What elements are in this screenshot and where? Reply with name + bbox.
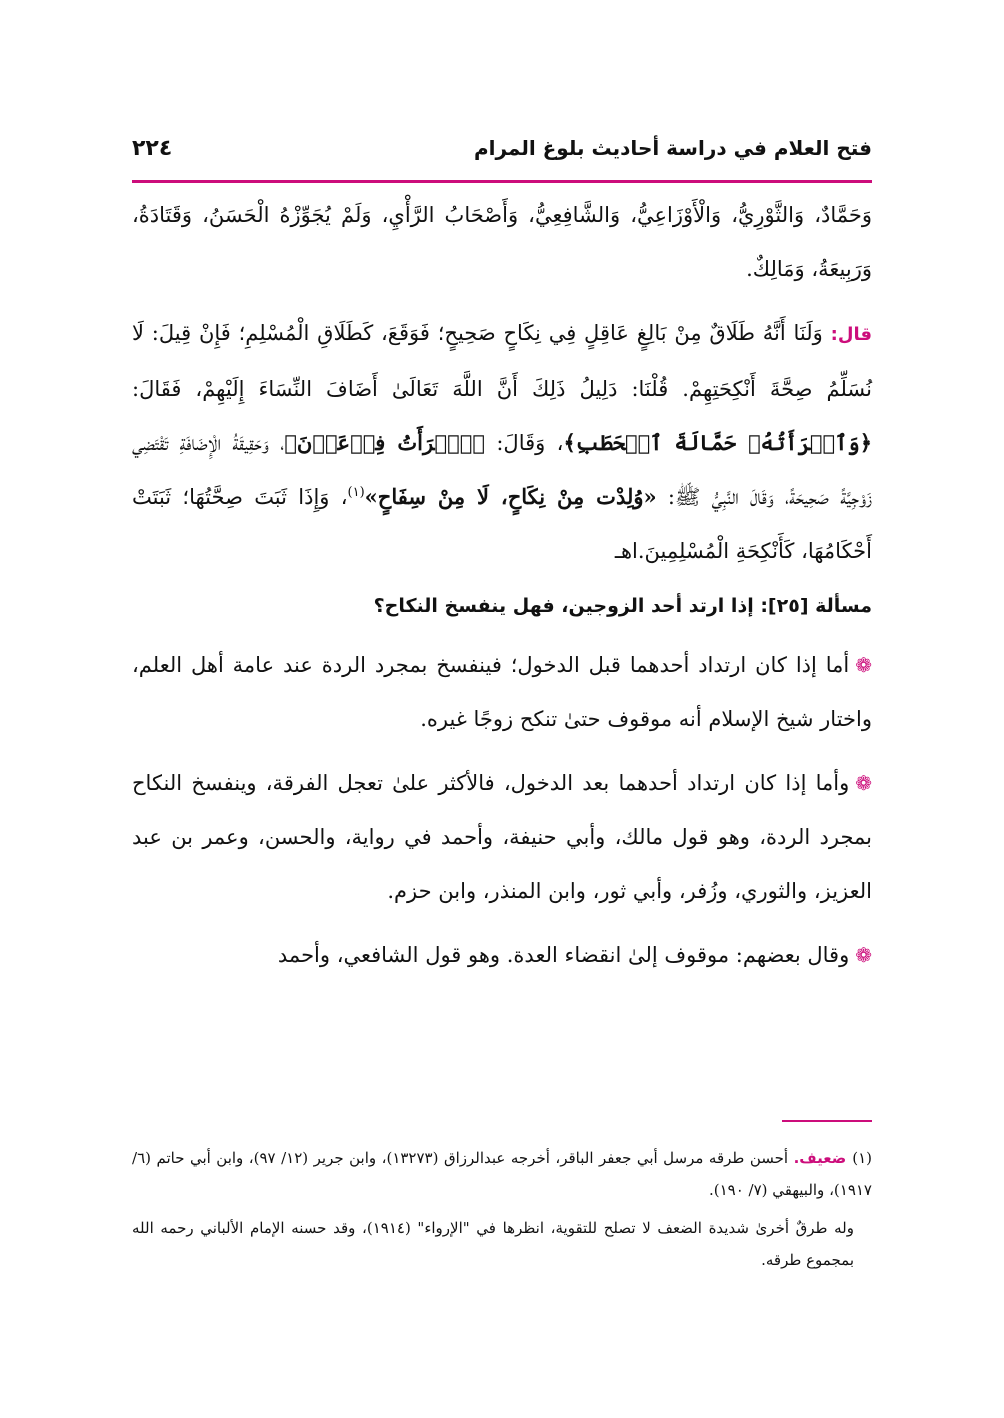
hadith-quote: «وُلِدْت مِنْ نِكَاحٍ، لَا مِنْ سِفَاحٍ» [364,484,657,509]
page [132,120,872,1350]
footnote-1-continued: وله طرقٌ أخرىٰ شديدة الضعف لا تصلح للتقوية، انظرها في "الإرواء" (١٩١٤)، وقد حسنه الإمام الألباني رحمه الله بمجموع طرقه. [132,1219,854,1269]
p2-text-2: ، وَقَالَ: [484,431,564,455]
footnote-number: (١) [852,1149,872,1167]
footnote-grade: ضعيف. [793,1149,847,1167]
quran-verse-1: ﴿وَٱمۡرَأَتُهُۥ حَمَّالَةَ ٱلۡحَطَبِ﴾ [563,430,873,455]
page-number: ٢٢٤ [132,135,173,161]
footnote-rule [782,1120,872,1122]
p2-text-1: وَلَنَا أَنَّهُ طَلَاقٌ مِنْ بَالِغٍ عَاقِلٍ فِي نِكَاحٍ صَحِيحٍ؛ فَوَقَعَ، كَطَلَاقِ الْمُسْلِمِ؛ فَإِنْ قِيلَ: لَا نُسَلِّمُ صِحَّةَ أَنْكِحَتِهِمْ. قُلْنَا: دَلِيلُ ذَلِكَ أَنَّ اللَّهَ تَعَالَىٰ أَضَافَ النِّسَاءَ إِلَيْهِمْ، فَقَالَ: [132,321,872,401]
flower-icon: ❁ [855,943,872,967]
flower-icon: ❁ [855,771,872,795]
bullet-1-text: أما إذا كان ارتداد أحدهما قبل الدخول؛ فينفسخ بمجرد الردة عند عامة أهل العلم، واختار شيخ الإسلام أنه موقوف حتىٰ تنكح زوجًا غيره. [132,653,872,731]
p2-text-4: ، وَإِذَا ثَبَتَ صِحَّتُهَا؛ ثَبَتَتْ أَحْكَامُهَا، كَأَنْكِحَةِ الْمُسْلِمِينَ.اهـ [132,485,872,563]
footnote-1 [132,1142,872,1206]
main-text [132,188,872,992]
issue-heading: مسألة [٢٥]: إذا ارتد أحد الزوجين، فهل ينفسخ النكاح؟ [373,595,872,617]
qal-label: قال: [830,324,872,345]
bullet-paragraph-2 [132,756,872,918]
paragraph-1: وَحَمَّادٌ، وَالثَّوْرِيُّ، وَالْأَوْزَاعِيُّ، وَالشَّافِعِيُّ، وَأَصْحَابُ الرَّأْيِ، وَلَمْ يُجَوِّزْهُ الْحَسَنُ، وَقَتَادَةُ، وَرَبِيعَةُ، وَمَالِكٌ. [132,203,872,281]
book-title: فتح العلام في دراسة أحاديث بلوغ المرام [473,136,872,160]
footnote-1-text: أحسن طرقه مرسل أبي جعفر الباقر، أخرجه عبدالرزاق (١٣٢٧٣)، وابن جرير (١٢/ ٩٧)، وابن أبي حاتم (٦/ ١٩١٧)، والبيهقي (٧/ ١٩٠). [132,1149,872,1199]
running-header [132,120,872,176]
footnote-ref[interactable]: (١) [347,485,365,500]
paragraph-2 [132,306,872,578]
p2-text-3: ، وَحَقِيقَةُ الْإِضَافَةِ تَقْتَضِي زَوْجِيَّةً صَحِيحَةً، وَقَالَ النَّبِيُّ ﷺ: [132,431,873,509]
quran-verse-2: ﴿ٱمۡرَأَتُ فِرۡعَوۡنَ﴾ [284,430,485,455]
header-rule [132,180,872,183]
bullet-3-text: وقال بعضهم: موقوف إلىٰ انقضاء العدة. وهو قول الشافعي، وأحمد [277,943,850,967]
bullet-paragraph-3 [132,928,872,982]
bullet-2-text: وأما إذا كان ارتداد أحدهما بعد الدخول، فالأكثر علىٰ تعجل الفرقة، وينفسخ النكاح بمجرد الردة، وهو قول مالك، وأبي حنيفة، وأحمد في رواية، والحسن، وعمر بن عبد العزيز، والثوري، وزُفر، وأبي ثور، وابن المنذر، وابن حزم. [132,771,872,903]
flower-icon: ❁ [855,653,872,677]
bullet-paragraph-1 [132,638,872,746]
footnotes [132,1142,872,1282]
